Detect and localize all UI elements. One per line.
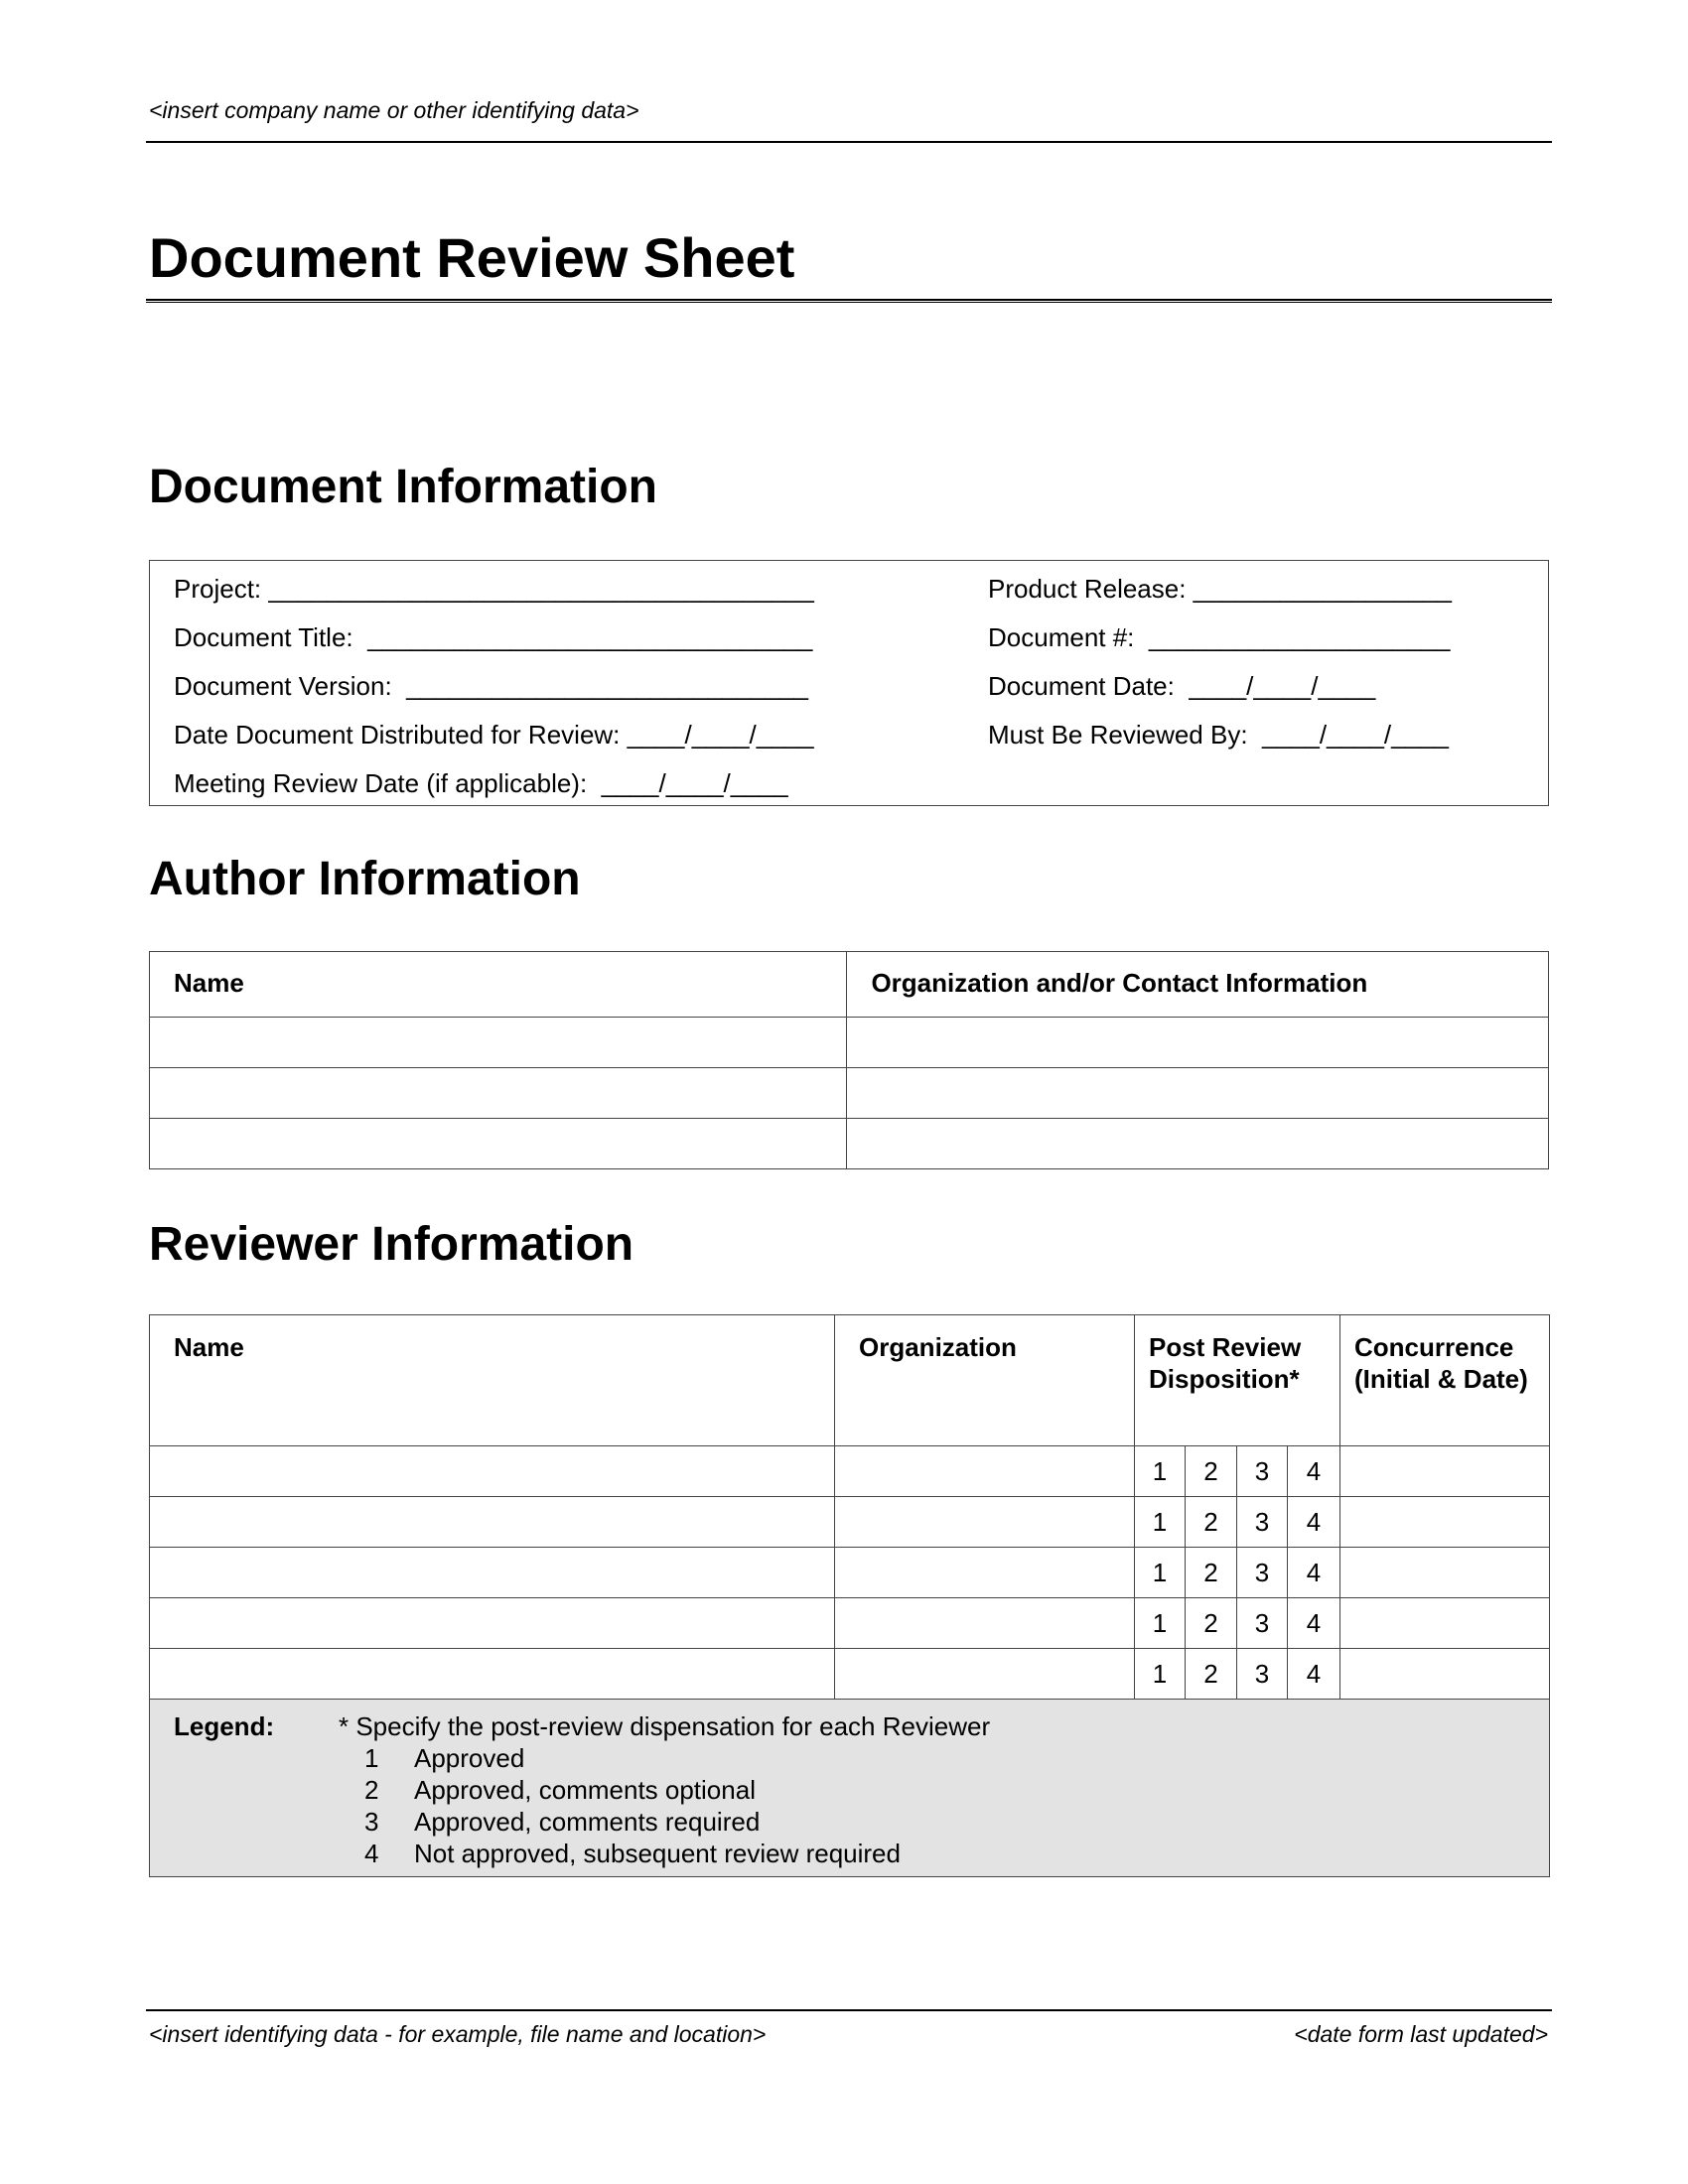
legend-item-text: Approved, comments required <box>414 1807 761 1837</box>
legend-item-text: Approved <box>414 1743 525 1773</box>
concurrence-cell[interactable] <box>1340 1497 1550 1548</box>
disposition-option-2[interactable]: 2 <box>1186 1497 1237 1548</box>
document-information-box <box>149 560 1549 806</box>
disposition-option-4[interactable]: 4 <box>1288 1446 1340 1497</box>
author-organization-cell[interactable] <box>847 1119 1549 1169</box>
concurrence-header: Concurrence (Initial & Date) <box>1340 1315 1550 1446</box>
author-organization-cell[interactable] <box>847 1018 1549 1068</box>
reviewer-information-heading: Reviewer Information <box>149 1218 634 1271</box>
reviewer-organization-cell[interactable] <box>835 1649 1135 1700</box>
legend-label: Legend: <box>174 1711 275 1741</box>
disposition-option-1[interactable]: 1 <box>1135 1649 1186 1700</box>
author-organization-cell[interactable] <box>847 1068 1549 1119</box>
disposition-option-3[interactable]: 3 <box>1237 1497 1288 1548</box>
disposition-option-4[interactable]: 4 <box>1288 1598 1340 1649</box>
reviewer-organization-header: Organization <box>835 1315 1135 1446</box>
reviewer-organization-cell[interactable] <box>835 1598 1135 1649</box>
reviewer-name-cell[interactable] <box>150 1446 835 1497</box>
concurrence-cell[interactable] <box>1340 1649 1550 1700</box>
concurrence-cell[interactable] <box>1340 1446 1550 1497</box>
table-row <box>150 1119 1549 1169</box>
table-row <box>150 1068 1549 1119</box>
author-name-cell[interactable] <box>150 1119 847 1169</box>
disposition-option-1[interactable]: 1 <box>1135 1598 1186 1649</box>
header-identifying-text: <insert company name or other identifying data> <box>149 97 639 123</box>
concurrence-cell[interactable] <box>1340 1598 1550 1649</box>
project-field[interactable]: Project: ______________________________________ <box>174 574 814 604</box>
table-row <box>150 1018 1549 1068</box>
document-date-field[interactable]: Document Date: ____/____/____ <box>988 671 1376 701</box>
disposition-option-1[interactable]: 1 <box>1135 1446 1186 1497</box>
disposition-option-2[interactable]: 2 <box>1186 1598 1237 1649</box>
disposition-option-4[interactable]: 4 <box>1288 1497 1340 1548</box>
legend-note: * Specify the post-review dispensation for each Reviewer <box>339 1711 991 1741</box>
table-row <box>150 1497 1550 1548</box>
document-title-field[interactable]: Document Title: _______________________________ <box>174 622 813 652</box>
disposition-option-3[interactable]: 3 <box>1237 1649 1288 1700</box>
reviewer-organization-cell[interactable] <box>835 1446 1135 1497</box>
reviewer-name-cell[interactable] <box>150 1649 835 1700</box>
legend-item-code: 4 <box>364 1839 379 1868</box>
author-name-cell[interactable] <box>150 1018 847 1068</box>
author-header-row <box>150 952 1549 1018</box>
author-name-header: Name <box>150 952 847 1018</box>
document-information-heading: Document Information <box>149 461 657 513</box>
reviewer-name-cell[interactable] <box>150 1598 835 1649</box>
reviewer-header-row <box>150 1315 1550 1446</box>
legend-item-code: 1 <box>364 1743 379 1773</box>
disposition-option-1[interactable]: 1 <box>1135 1548 1186 1598</box>
product-release-field[interactable]: Product Release: __________________ <box>988 574 1452 604</box>
footer-divider <box>146 2009 1552 2011</box>
author-table <box>149 951 1549 1169</box>
reviewer-table <box>149 1314 1550 1877</box>
table-row <box>150 1598 1550 1649</box>
header-divider <box>146 141 1552 143</box>
document-version-field[interactable]: Document Version: ____________________________ <box>174 671 808 701</box>
author-information-heading: Author Information <box>149 853 581 905</box>
legend-row <box>150 1700 1550 1877</box>
footer-date-text: <date form last updated> <box>1294 2021 1548 2047</box>
legend-cell <box>150 1700 1550 1877</box>
reviewer-name-header: Name <box>150 1315 835 1446</box>
reviewer-organization-cell[interactable] <box>835 1548 1135 1598</box>
reviewer-organization-cell[interactable] <box>835 1497 1135 1548</box>
disposition-option-2[interactable]: 2 <box>1186 1548 1237 1598</box>
disposition-option-3[interactable]: 3 <box>1237 1446 1288 1497</box>
reviewer-name-cell[interactable] <box>150 1497 835 1548</box>
disposition-option-4[interactable]: 4 <box>1288 1548 1340 1598</box>
concurrence-cell[interactable] <box>1340 1548 1550 1598</box>
disposition-option-2[interactable]: 2 <box>1186 1446 1237 1497</box>
disposition-option-1[interactable]: 1 <box>1135 1497 1186 1548</box>
footer-identifying-text: <insert identifying data - for example, file name and location> <box>149 2021 767 2047</box>
legend-item-text: Approved, comments optional <box>414 1775 756 1805</box>
legend-item-text: Not approved, subsequent review required <box>414 1839 901 1868</box>
date-distributed-field[interactable]: Date Document Distributed for Review: ____/____/____ <box>174 720 814 750</box>
author-organization-header: Organization and/or Contact Information <box>847 952 1549 1018</box>
legend-item-code: 3 <box>364 1807 379 1837</box>
must-be-reviewed-by-field[interactable]: Must Be Reviewed By: ____/____/____ <box>988 720 1449 750</box>
post-review-disposition-header: Post Review Disposition* <box>1135 1315 1340 1446</box>
document-number-field[interactable]: Document #: _____________________ <box>988 622 1451 652</box>
disposition-option-4[interactable]: 4 <box>1288 1649 1340 1700</box>
disposition-option-3[interactable]: 3 <box>1237 1548 1288 1598</box>
meeting-review-date-field[interactable]: Meeting Review Date (if applicable): ____/____/____ <box>174 768 788 798</box>
disposition-option-2[interactable]: 2 <box>1186 1649 1237 1700</box>
table-row <box>150 1446 1550 1497</box>
reviewer-name-cell[interactable] <box>150 1548 835 1598</box>
legend-item-code: 2 <box>364 1775 379 1805</box>
title-divider <box>146 299 1552 303</box>
page-title: Document Review Sheet <box>149 226 795 289</box>
disposition-option-3[interactable]: 3 <box>1237 1598 1288 1649</box>
legend <box>150 1700 1549 1876</box>
table-row <box>150 1649 1550 1700</box>
author-name-cell[interactable] <box>150 1068 847 1119</box>
table-row <box>150 1548 1550 1598</box>
